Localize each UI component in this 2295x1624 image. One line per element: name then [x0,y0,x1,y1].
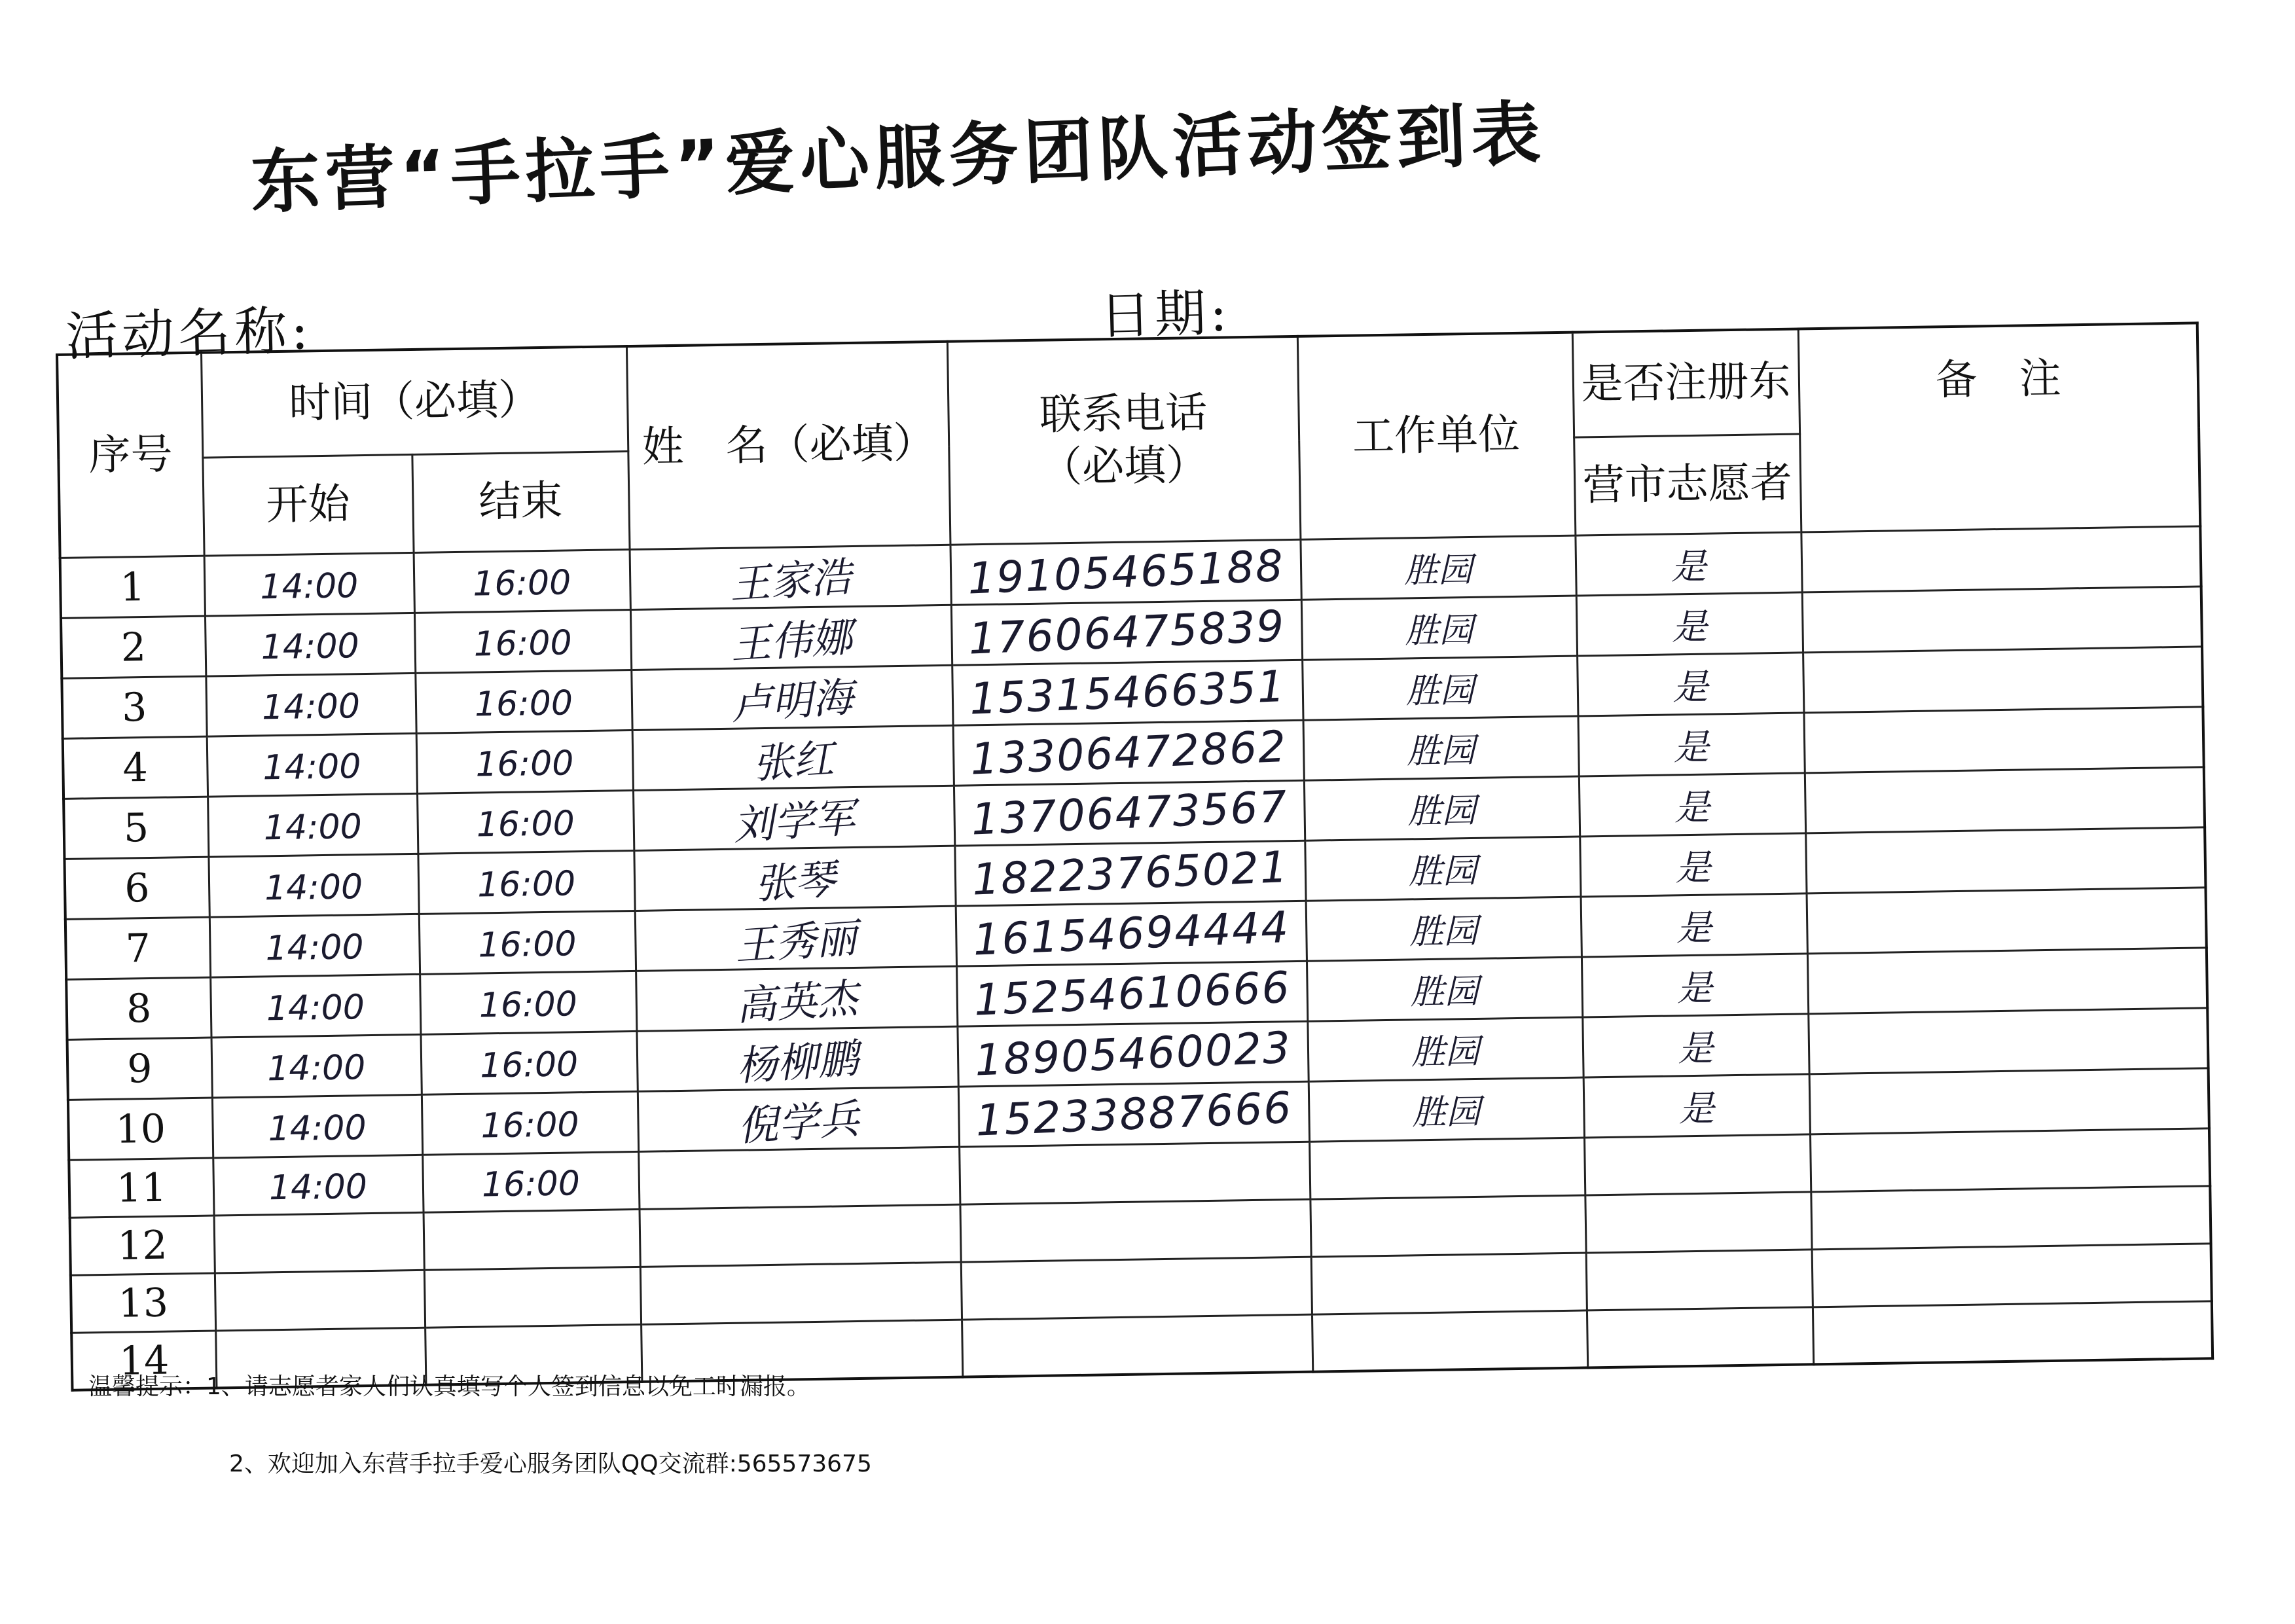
row-index-value: 2 [120,624,147,671]
end-time-cell [415,670,632,733]
registered-cell [1579,772,1805,836]
phone-cell-value: 16154694444 [971,901,1291,965]
unit-cell-value: 胜园 [1411,1032,1480,1073]
remarks-cell [1813,1301,2213,1364]
registered-cell [1580,833,1806,896]
end-time-cell-value: 16:00 [480,1105,579,1146]
phone-cell-value: 18905460023 [973,1022,1292,1086]
phone-cell [956,901,1307,966]
end-time-cell-value: 16:00 [477,864,576,905]
unit-cell-value: 胜园 [1408,851,1477,892]
phone-cell [950,539,1301,605]
start-time-cell-value: 14:00 [259,566,359,607]
registered-cell-value: 是 [1678,1087,1715,1129]
row-index-value: 14 [118,1337,170,1384]
name-cell-value: 王秀丽 [733,913,858,969]
end-time-cell-value: 16:00 [479,984,578,1026]
name-cell-value: 高英杰 [734,973,859,1030]
remarks-cell [1807,947,2207,1013]
start-time-cell-value: 14:00 [263,807,363,848]
name-cell-value: 王伟娜 [729,612,854,669]
phone-cell [954,780,1305,846]
registered-cell-value: 是 [1672,666,1708,708]
row-index [60,556,205,618]
end-time-cell-value: 16:00 [476,804,575,845]
date-label: 日期: [1099,283,1232,346]
unit-cell [1305,837,1580,901]
registered-cell-value: 是 [1676,967,1713,1009]
registered-cell [1577,652,1803,715]
header-start: 开始 [202,454,413,556]
unit-cell-value: 胜园 [1405,610,1473,651]
remarks-cell [1802,586,2202,652]
header-registered-line2: 营市志愿者 [1574,433,1801,535]
registered-cell-value: 是 [1674,786,1710,828]
registered-cell [1583,1074,1810,1137]
name-cell [638,1147,960,1209]
remarks-cell [1811,1185,2211,1249]
start-time-cell [209,914,420,977]
row-index-value: 11 [116,1164,167,1212]
unit-cell [1310,1195,1585,1256]
end-time-cell [420,971,636,1034]
name-cell [636,966,957,1031]
unit-cell [1307,1017,1583,1081]
row-index [69,1158,213,1218]
row-index-value: 12 [117,1222,168,1269]
phone-cell-value: 19105465188 [966,540,1285,604]
start-time-cell-value: 14:00 [265,928,364,969]
unit-cell [1309,1137,1585,1199]
name-cell-value: 张红 [751,734,835,787]
row-index [62,676,206,738]
name-cell [636,1026,958,1091]
start-time-cell [214,1212,424,1273]
unit-cell-value: 胜园 [1407,791,1477,832]
end-time-cell-value: 16:00 [478,924,577,965]
unit-cell-value: 胜园 [1411,1092,1481,1133]
row-index [63,736,208,799]
row-index-value: 9 [126,1045,153,1092]
end-time-cell-value: 16:00 [473,623,573,664]
unit-cell [1301,596,1577,660]
end-time-cell-value: 16:00 [479,1045,579,1086]
start-time-cell [210,974,420,1038]
sign-in-form [56,321,2211,1384]
registered-cell-value: 是 [1673,726,1710,768]
row-index [66,977,211,1039]
name-cell [639,1204,960,1267]
row-index [61,616,206,678]
row-index-value: 13 [118,1280,169,1327]
registered-cell [1576,592,1803,655]
remarks-cell [1808,1007,2208,1074]
registered-cell-value: 是 [1674,846,1711,888]
phone-cell [958,1081,1309,1147]
unit-cell [1303,716,1579,780]
end-time-cell [416,730,633,793]
row-index-value: 5 [123,804,149,852]
phone-cell [962,1314,1312,1377]
registered-cell [1586,1249,1813,1310]
unit-cell [1300,535,1576,600]
row-index-value: 10 [115,1106,166,1153]
start-time-cell [207,733,417,797]
unit-cell [1309,1077,1584,1142]
tip-line-1: 温馨提示：1、请志愿者家人们认真填写个人签到信息以免工时漏报。 [88,1373,810,1400]
row-index [70,1216,215,1275]
row-index-value: 3 [121,684,147,731]
registered-cell-value: 是 [1678,1027,1714,1069]
registered-cell-value: 是 [1676,907,1712,948]
tips-section [88,1371,872,1477]
end-time-cell [414,609,631,673]
page-title: 东营“手拉手”爱心服务团队活动签到表 [249,93,1547,223]
phone-cell-value: 13706473567 [969,781,1289,845]
registered-cell [1575,532,1801,595]
registered-cell [1581,953,1808,1017]
registered-cell [1581,893,1807,956]
end-time-cell [419,911,636,974]
table-body [60,526,2213,1390]
end-time-cell-value: 16:00 [472,563,571,604]
start-time-cell-value: 14:00 [266,988,365,1029]
row-index-value: 4 [122,744,149,791]
end-time-cell [420,1031,637,1094]
remarks-cell [1809,1068,2209,1134]
end-time-cell-value: 16:00 [475,744,574,785]
start-time-cell [211,1034,422,1098]
name-cell-value: 卢明海 [729,672,855,729]
name-cell [631,665,952,730]
name-cell [634,846,955,911]
header-index: 序号 [57,353,204,558]
registered-cell-value: 是 [1671,545,1707,587]
unit-cell [1307,957,1582,1021]
start-time-cell-value: 14:00 [268,1108,367,1149]
sign-in-table [56,321,2214,1391]
end-time-cell-value: 16:00 [481,1164,581,1205]
phone-cell [961,1257,1312,1320]
unit-cell [1304,776,1580,840]
phone-cell-value: 15254610666 [972,962,1292,1026]
start-time-cell [208,854,418,917]
row-index [67,1038,212,1100]
phone-cell [954,840,1305,906]
header-phone [947,336,1301,545]
start-time-cell [215,1270,425,1331]
name-cell [640,1262,962,1324]
remarks-cell [1803,646,2203,712]
unit-cell [1312,1310,1587,1371]
registered-cell [1584,1134,1811,1195]
registered-cell-value: 是 [1671,605,1708,647]
start-time-cell-value: 14:00 [264,867,363,909]
phone-cell-value: 13306472862 [969,721,1288,785]
phone-cell [956,961,1307,1026]
row-index [64,857,209,919]
unit-cell-value: 胜园 [1403,550,1473,591]
name-cell-value: 王家浩 [728,552,853,609]
registered-cell [1585,1191,1811,1252]
start-time-cell [212,1094,422,1158]
start-time-cell [213,1155,423,1216]
remarks-cell [1803,706,2203,772]
header-remarks: 备 注 [1798,323,2201,532]
start-time-cell [205,613,415,676]
phone-cell [959,1142,1310,1204]
end-time-cell [414,549,630,613]
start-time-cell [206,673,416,736]
row-index-value: 6 [124,865,150,912]
header-unit: 工作单位 [1297,333,1576,539]
header-end: 结束 [412,451,629,552]
start-time-cell [204,552,414,616]
registered-cell [1578,712,1804,776]
start-time-cell-value: 14:00 [266,1048,366,1089]
name-cell-value: 张琴 [753,854,837,908]
remarks-cell [1807,887,2207,953]
phone-cell-value: 18223765021 [971,841,1290,905]
name-cell-value: 倪学兵 [736,1094,861,1150]
remarks-cell [1810,1128,2210,1191]
registered-cell [1582,1013,1809,1077]
header-registered-line1: 是否注册东 [1572,329,1799,437]
row-index [68,1098,213,1160]
start-time-cell-value: 14:00 [261,626,360,668]
header-time: 时间（必填） [201,346,628,458]
remarks-cell [1805,767,2205,833]
row-index-value: 1 [119,564,146,611]
unit-cell-value: 胜园 [1406,731,1475,772]
remarks-cell [1805,827,2205,893]
unit-cell [1311,1252,1587,1314]
row-index [65,917,210,979]
name-cell [632,725,954,790]
header-phone-line2: （必填） [1039,441,1208,492]
tip-line-2: 2、欢迎加入东营手拉手爱心服务团队QQ交流群:565573675 [229,1451,872,1477]
phone-cell-value: 15315466351 [968,660,1287,725]
phone-cell [953,720,1304,785]
remarks-cell [1801,526,2201,592]
phone-cell-value: 17606475839 [967,600,1286,664]
name-cell-value: 杨柳鹏 [735,1034,860,1090]
row-index-value: 8 [126,985,152,1032]
start-time-cell-value: 14:00 [268,1167,368,1208]
end-time-cell [418,850,634,914]
end-time-cell [424,1267,641,1327]
name-cell-value: 刘学军 [731,793,857,850]
remarks-cell [1812,1243,2212,1307]
row-index [71,1273,215,1333]
end-time-cell [424,1209,640,1270]
unit-cell [1302,656,1578,720]
phone-cell [952,660,1303,725]
registered-cell [1587,1307,1813,1367]
end-time-cell [417,790,634,854]
phone-cell [957,1021,1308,1087]
end-time-cell-value: 16:00 [474,683,573,725]
start-time-cell [208,793,418,857]
name-cell [635,906,956,971]
row-index-value: 7 [125,925,151,972]
name-cell [633,785,954,850]
phone-cell-value: 15233887666 [974,1082,1293,1146]
phone-cell [960,1199,1310,1262]
activity-name-label: 活动名称: [65,300,314,367]
name-cell [638,1087,959,1151]
start-time-cell-value: 14:00 [262,747,361,788]
phone-cell [951,600,1302,665]
header-name: 姓 名（必填） [626,342,950,549]
name-cell [630,605,952,670]
row-index [63,797,208,859]
name-cell [630,545,951,609]
unit-cell-value: 胜园 [1409,911,1478,952]
unit-cell-value: 胜园 [1410,971,1479,1013]
start-time-cell-value: 14:00 [261,687,361,728]
end-time-cell [422,1151,639,1212]
unit-cell [1306,897,1581,961]
header-phone-line1: 联系电话 [1039,389,1208,440]
end-time-cell [422,1091,638,1155]
unit-cell-value: 胜园 [1405,670,1475,712]
